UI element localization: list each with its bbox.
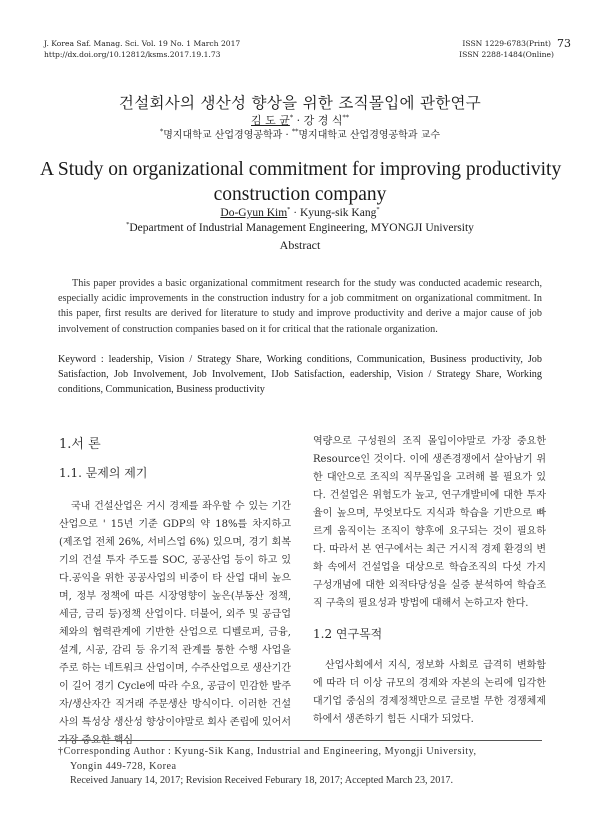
keywords-label: Keyword	[58, 354, 96, 365]
korean-affil-mark-2: **	[291, 127, 299, 136]
english-affiliation	[40, 221, 560, 234]
journal-citation: J. Korea Saf. Manag. Sci. Vol. 19 No. 1 March 2017	[44, 39, 241, 48]
footnote	[58, 745, 544, 789]
corresponding-address: Yongin 449-728, Korea	[70, 760, 177, 772]
korean-author-separator: ·	[293, 114, 304, 127]
english-title-line-1: A Study on organizational commitment for improving productivity	[40, 159, 562, 180]
korean-affiliation	[40, 126, 560, 141]
english-author-1-mark: *	[287, 206, 291, 213]
corresponding-author: †Corresponding Author : Kyung-Sik Kang, Industrial and Engineering, Myongji University,	[58, 746, 477, 757]
section-1-heading: 1.서 론	[59, 437, 101, 452]
doi-link[interactable]: http://dx.doi.org/10.12812/ksms.2017.19.1.73	[44, 50, 221, 59]
korean-title: 건설회사의 생산성 향상을 위한 조직몰입에 관한연구	[118, 94, 482, 112]
footnote-rule	[58, 740, 542, 741]
abstract-body: This paper provides a basic organizational commitment research for the study was conducted academic research, especially acidic improvements in the construction industry for a job commitment on organizational commitment. In this paper, first results are derived for literature to study and improve productivity and derive a major cause of job involvement of construction companies based on it for critical that the rationale organization.	[58, 278, 542, 335]
running-header-right	[459, 38, 571, 60]
korean-affil-1: 명지대학교 산업경영공학과	[163, 130, 283, 141]
left-column-paragraph: 국내 건설산업은 거시 경제를 좌우할 수 있는 기간산업으로 ' 15년 기준 GDP의 약 18%를 차지하고 (제조업 전체 26%, 서비스업 6%) 있으며, 경기 회복기의 건설 투자 주도를 SOC, 공공산업 등이 하고 있다.공익을 위한 공공사업의 비중이 타 산업 대비 높으며, 정부 정책에 따른 시장영향이 높은(부동산 정책, 세금, 금리 등)정책 산업이다. 더불어, 외주 및 공급업체와의 협력관계에 기반한 산업으로 디벨로퍼, 금융, 설계, 시공, 감리 등 유기적 관계를 통한 수행 사업을 주로 하는 네트워크 산업이며, 수주산업으로 생산기간이 길어 경기 Cycle에 따라 수요, 공급이 민감한 발주자/생산자간 직거래 주문생산 방식이다. 이러한 건설사의 특성상 생산성 향상이야말로 회사 존립에 있어서 가장 중요한 핵심	[59, 501, 291, 746]
section-1-1-heading: 1.1. 문제의 제기	[59, 466, 148, 480]
english-title-line-2: construction company	[213, 184, 387, 205]
abstract-heading: Abstract	[279, 238, 321, 252]
received-dates: Received January 14, 2017; Revision Received Feburary 18, 2017; Accepted March 23, 2017.	[70, 775, 454, 786]
english-author-2-mark: *	[376, 206, 380, 213]
english-author-separator: ·	[290, 206, 300, 219]
page-number: 73	[557, 37, 571, 50]
left-column	[59, 436, 291, 750]
korean-author-2-mark: **	[342, 113, 349, 122]
issn-print: ISSN 1229-6783(Print)	[462, 39, 551, 48]
korean-author-1-mark: *	[289, 113, 294, 122]
keywords-text: : leadership, Vision / Strategy Share, Working conditions, Communication, Business productivity, Job Satisfaction, Job Involvement, Job Involvement, IJob Satisfaction, eadership, Vision / Strategy Share, Working conditions, Communication, Business productivity	[58, 354, 542, 396]
english-author-1: Do-Gyun Kim	[220, 206, 288, 219]
english-affil-text: Department of Industrial Management Engineering, MYONGJI University	[129, 221, 474, 234]
english-author-2: Kyung-sik Kang	[300, 206, 377, 219]
korean-author-2: 강 경 식	[303, 114, 343, 127]
right-column-paragraph-2: 산업사회에서 지식, 정보화 사회로 급격히 변화함에 따라 더 이상 규모의 경제와 자본의 논리에 입각한 대기업 중심의 경제정책만으로 글로벌 무한 경쟁체제하에서 생존하기 힘든 시대가 되었다.	[313, 660, 546, 725]
issn-online: ISSN 2288-1484(Online)	[459, 50, 554, 59]
korean-author-1: 김 도 균	[251, 114, 290, 127]
running-header-left	[44, 38, 240, 60]
right-column	[313, 433, 546, 729]
korean-affil-separator: ·	[282, 130, 292, 141]
keywords	[58, 352, 542, 398]
section-1-2-heading: 1.2 연구목적	[313, 627, 383, 641]
english-affil-mark: *	[126, 221, 130, 228]
english-authors	[40, 206, 560, 219]
korean-affil-mark-1: *	[159, 127, 164, 136]
korean-affil-2: 명지대학교 산업경영공학과 교수	[298, 130, 440, 141]
right-column-paragraph-1: 역량으로 구성원의 조직 몰입이야말로 가장 중요한 Resource인 것이다. 이에 생존경쟁에서 살아남기 위한 대안으로 조직의 직무몰입을 고려해 볼 필요가 있다. 건설업은 위험도가 높고, 연구개발비에 대한 투자율이 높으며, 무엇보다도 지식과 학습을 기반으로 빠르게 움직이는 조직이 향후에 요구되는 것이 필요하다. 따라서 본 연구에서는 최근 거시적 경제 환경의 변화 속에서 건설업을 대상으로 학습조직의 다섯 가지 구성개념에 대한 외적타당성을 실증 분석하여 학습조직 구축의 필요성과 방법에 대해서 논하고자 한다.	[313, 436, 546, 609]
issn-print-line	[459, 38, 571, 49]
